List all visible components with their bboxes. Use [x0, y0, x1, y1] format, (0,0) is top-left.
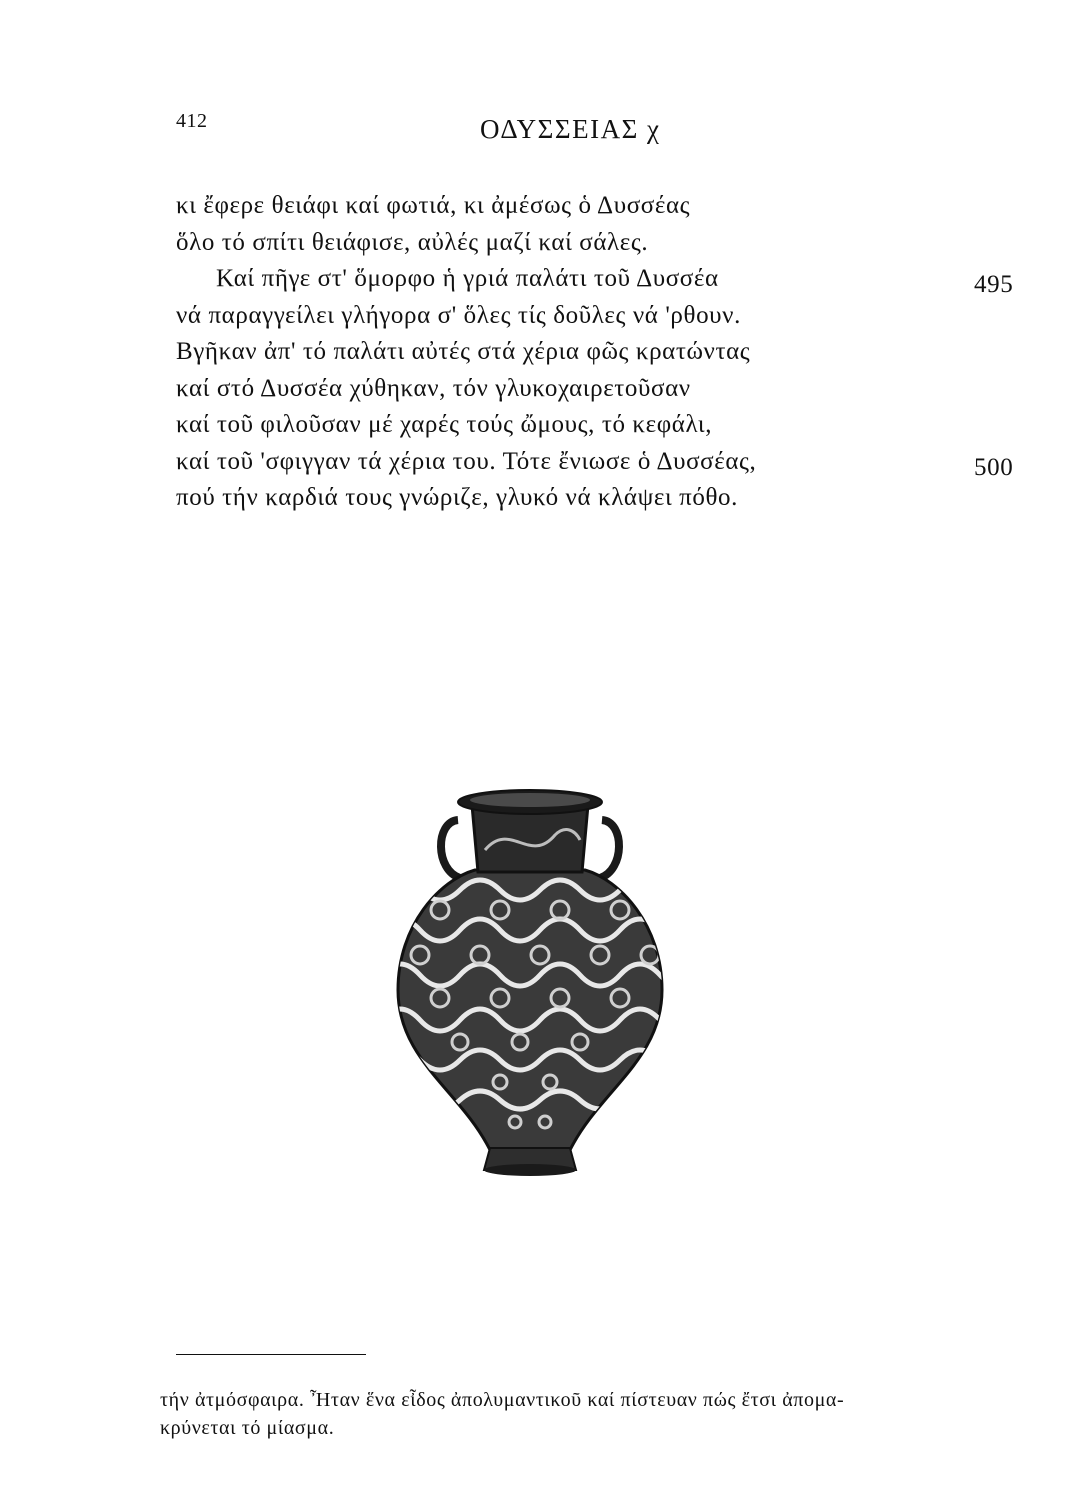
verse-text: ὅλο τό σπίτι θειάφισε, αὐλές μαζί καί σάλες. [176, 228, 649, 256]
verse-line [176, 480, 1016, 517]
verse-text: καί τοῦ φιλοῦσαν μέ χαρές τούς ὤμους, τό κεφάλι, [176, 411, 713, 438]
verse-line [176, 334, 1016, 371]
verse-line [176, 298, 1016, 335]
verse-block [176, 188, 1016, 517]
verse-text: πού τήν καρδιά τους γνώριζε, γλυκό νά κλάψει πόθο. [176, 484, 738, 511]
verse-text: Βγῆκαν ἀπ' τό παλάτι αὐτές στά χέρια φῶς κρατώντας [176, 338, 751, 365]
verse-line [176, 444, 1016, 481]
running-head: ΟΔΥΣΣΕΙΑΣ χ [480, 114, 661, 144]
verse-text: καί στό Δυσσέα χύθηκαν, τόν γλυκοχαιρετοῦσαν [176, 374, 691, 402]
page-number: 412 [176, 110, 208, 132]
verse-text: νά παραγγείλει γλήγορα σ' ὅλες τίς δοῦλες νά 'ρθουν. [176, 301, 741, 329]
footnote-line: τήν ἀτμόσφαιρα. Ἦταν ἕνα εἶδος ἀπολυμαντικοῦ καί πίστευαν πώς ἔτσι ἀπομα- [160, 1389, 845, 1411]
line-number: 495 [974, 271, 1014, 298]
footnote-rule [176, 1354, 366, 1355]
verse-text: κι ἔφερε θειάφι καί φωτιά, κι ἀμέσως ὁ Δυσσέας [176, 192, 691, 219]
line-number: 500 [974, 453, 1014, 481]
verse-line [176, 225, 1016, 262]
verse-text: καί τοῦ 'σφιγγαν τά χέρια του. Τότε ἔνιωσε ὁ Δυσσέας, [176, 447, 757, 475]
footnote-line: κρύνεται τό μίασμα. [160, 1417, 335, 1439]
verse-line [176, 261, 1016, 298]
verse-line [176, 371, 1016, 408]
verse-line [176, 407, 1016, 444]
amphora-illustration [380, 760, 680, 1180]
footnote [160, 1386, 1010, 1442]
verse-line [176, 188, 1016, 225]
verse-text: Καί πῆγε στ' ὅμορφο ἡ γριά παλάτι τοῦ Δυσσέα [216, 265, 719, 292]
